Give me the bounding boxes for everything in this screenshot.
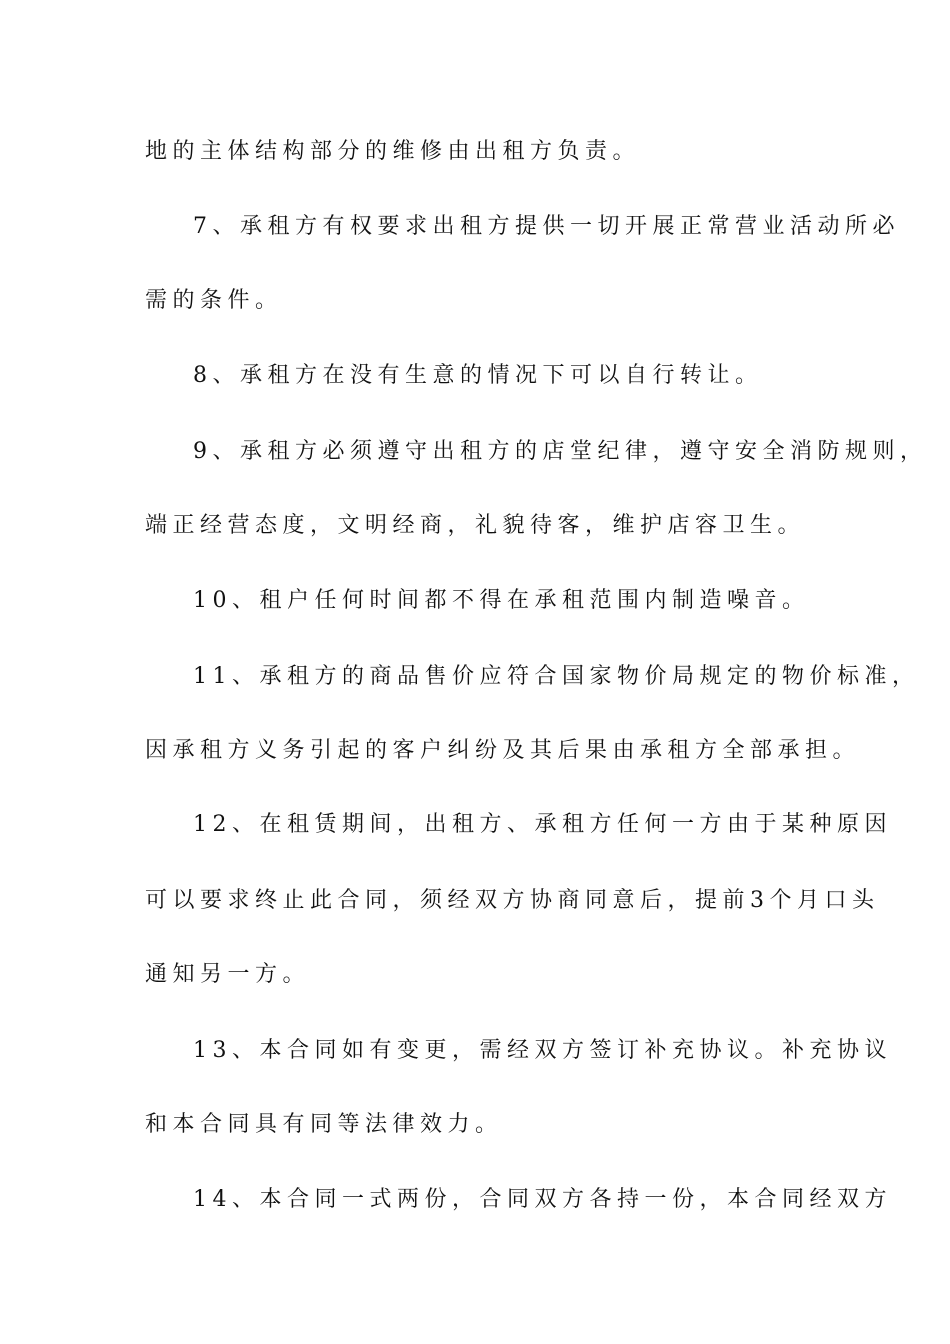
clause-7-line-2: 需的条件。 — [145, 288, 283, 313]
clause-12-line-2: 可以要求终止此合同，须经双方协商同意后，提前3个月口头 — [145, 888, 880, 913]
clause-8-line-1: 8、承租方在没有生意的情况下可以自行转让。 — [193, 363, 763, 388]
text-line-1: 地的主体结构部分的维修由出租方负责。 — [145, 139, 641, 164]
clause-9-line-1: 9、承租方必须遵守出租方的店堂纪律，遵守安全消防规则， — [193, 439, 928, 464]
clause-13-line-2: 和本合同具有同等法律效力。 — [145, 1112, 503, 1137]
clause-9-line-2: 端正经营态度，文明经商，礼貌待客，维护店容卫生。 — [145, 513, 806, 538]
clause-10-line-1: 10、租户任何时间都不得在承租范围内制造噪音。 — [193, 588, 810, 613]
clause-12-line-3: 通知另一方。 — [145, 962, 311, 987]
clause-11-line-2: 因承租方义务引起的客户纠纷及其后果由承租方全部承担。 — [145, 738, 861, 763]
clause-14-line-1: 14、本合同一式两份，合同双方各持一份，本合同经双方 — [193, 1187, 892, 1212]
clause-11-line-1: 11、承租方的商品售价应符合国家物价局规定的物价标准， — [193, 664, 920, 689]
clause-12-line-1: 12、在租赁期间，出租方、承租方任何一方由于某种原因 — [193, 812, 892, 837]
clause-7-line-1: 7、承租方有权要求出租方提供一切开展正常营业活动所必 — [193, 214, 900, 239]
clause-13-line-1: 13、本合同如有变更，需经双方签订补充协议。补充协议 — [193, 1038, 892, 1063]
